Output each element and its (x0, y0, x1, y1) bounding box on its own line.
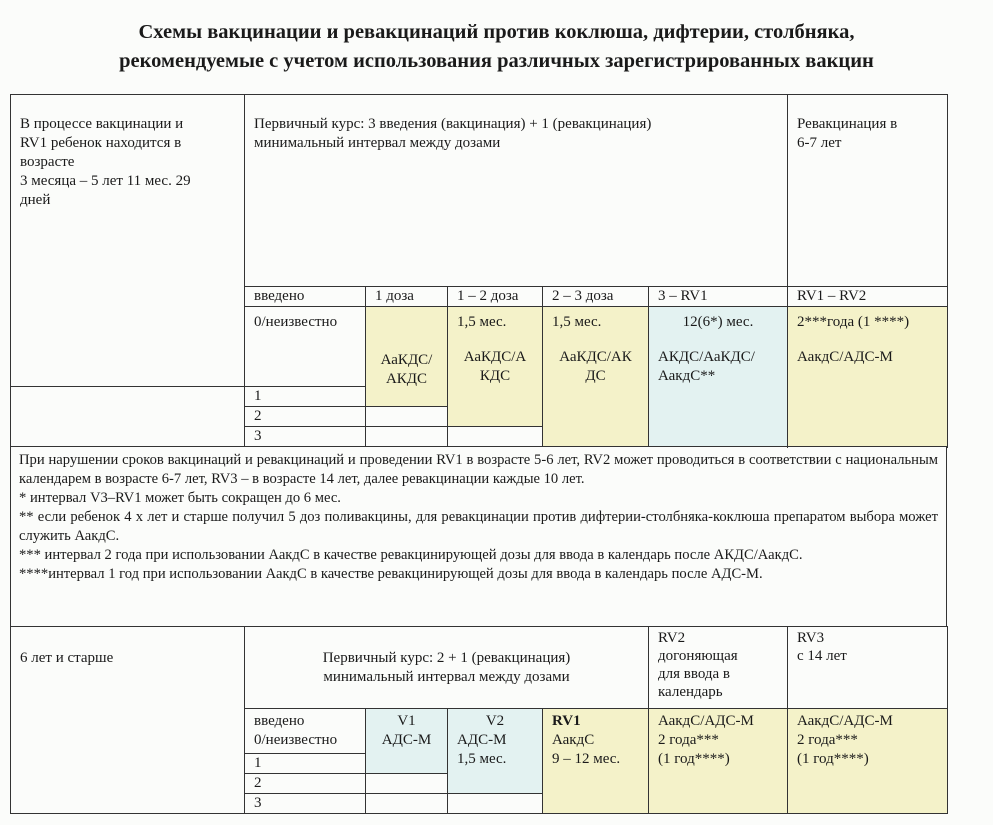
age-cell-6-plus: 6 лет и старше (11, 627, 245, 814)
notes-block (10, 446, 947, 627)
dose1-row2 (366, 407, 448, 427)
dose1-2-row3 (448, 427, 543, 447)
rv3-header: RV3 с 14 лет (788, 627, 948, 709)
dose1-cell: АаКДС/ АКДС (366, 307, 448, 407)
row-label-unknown-2: введено 0/неизвестно (245, 709, 366, 754)
col-header-dose1: 1 доза (366, 287, 448, 307)
v2-cell: V2 АДС-М 1,5 мес. (448, 709, 543, 794)
row-label-1-t2: 1 (245, 754, 366, 774)
col-header-dose3-rv1: 3 – RV1 (649, 287, 788, 307)
rv1-rv2-cell: 2***года (1 ****) АакдС/АДС-М (788, 307, 948, 447)
rv2-header: RV2 догоняющая для ввода в календарь (649, 627, 788, 709)
col-header-dose2-3: 2 – 3 доза (543, 287, 649, 307)
row-label-3-t2: 3 (245, 794, 366, 814)
col-header-rv1-rv2: RV1 – RV2 (788, 287, 948, 307)
dose1-2-cell: 1,5 мес. АаКДС/А КДС (448, 307, 543, 427)
dose3-rv1-cell: 12(6*) мес. АКДС/АаКДС/ АакдС** (649, 307, 788, 447)
dose2-3-cell: 1,5 мес. АаКДС/АК ДС (543, 307, 649, 447)
document-title (0, 18, 993, 76)
rv1-cell: RV1 АакдС 9 – 12 мес. (543, 709, 649, 814)
revaccination-header: Ревакцинация в 6-7 лет (788, 95, 948, 287)
row-label-2-t2: 2 (245, 774, 366, 794)
primary-course-header: Первичный курс: 3 введения (вакцинация) + 1 (ревакцинация) минимальный интервал между дозами (245, 95, 788, 287)
note-1: При нарушении сроков вакцинаций и ревакцинаций и проведении RV1 в возрасте 5-6 лет, RV2 может проводиться в соответствии с национальным календарем в возрасте 6-7 лет, RV3 – в возрасте 14 лет, далее ревакцинации каждые 10 лет. (19, 452, 938, 487)
primary-course-header-2: Первичный курс: 2 + 1 (ревакцинация) минимальный интервал между дозами (245, 627, 649, 709)
age-empty (11, 387, 245, 447)
row-label-1: 1 (245, 387, 366, 407)
col-header-dose1-2: 1 – 2 доза (448, 287, 543, 307)
v1-row3 (366, 794, 448, 814)
v1-row2 (366, 774, 448, 794)
v1-cell: V1 АДС-М (366, 709, 448, 774)
vaccination-table-under-6 (10, 94, 948, 447)
note-4: *** интервал 2 года при использовании АакдС в качестве ревакцинирующей дозы для ввода в календарь после АКДС/АакдС. (19, 547, 803, 563)
age-cell: В процессе вакцинации и RV1 ребенок находится в возрасте 3 месяца – 5 лет 11 мес. 29 дней (11, 95, 245, 387)
note-3: ** если ребенок 4 х лет и старше получил 5 доз поливакцины, для ревакцинации против дифтерии-столбняка-коклюша препаратом выбора может служить АакдС. (19, 509, 938, 544)
row-label-3: 3 (245, 427, 366, 447)
title-line-1: Схемы вакцинации и ревакцинаций против коклюша, дифтерии, столбняка, (138, 21, 855, 43)
rv2-cell: АакдС/АДС-М 2 года*** (1 год****) (649, 709, 788, 814)
row-label-2: 2 (245, 407, 366, 427)
col-header-introduced: введено (245, 287, 366, 307)
dose1-row3 (366, 427, 448, 447)
v2-row3 (448, 794, 543, 814)
title-line-2: рекомендуемые с учетом использования различных зарегистрированных вакцин (119, 50, 874, 72)
rv3-cell: АакдС/АДС-М 2 года*** (1 год****) (788, 709, 948, 814)
note-5: ****интервал 1 год при использовании АакдС в качестве ревакцинирующей дозы для ввода в календарь после АДС-М. (19, 566, 763, 582)
note-2: * интервал V3–RV1 может быть сокращен до 6 мес. (19, 490, 341, 506)
vaccination-table-6-plus (10, 626, 948, 814)
row-label-unknown: 0/неизвестно (245, 307, 366, 387)
